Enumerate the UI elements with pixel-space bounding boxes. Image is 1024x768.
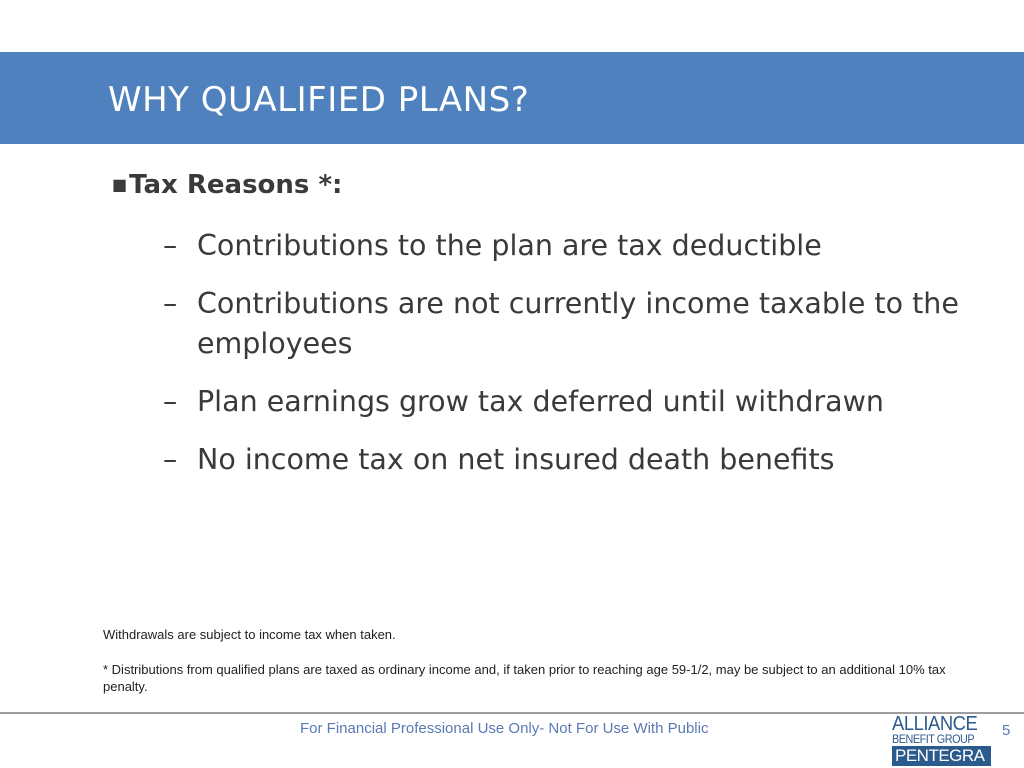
list-item	[163, 382, 963, 422]
bullet-heading	[112, 170, 342, 200]
logo-alliance-text: ALLIANCE	[892, 713, 978, 735]
list-item-text: No income tax on net insured death benefits	[197, 443, 835, 476]
logo-benefit-group-text: BENEFIT GROUP	[892, 732, 975, 746]
list-item	[163, 440, 963, 480]
distribution-footnote: * Distributions from qualified plans are taxed as ordinary income and, if taken prior to reaching age 59-1/2, may be subject to an additional 10% tax penalty.	[103, 662, 946, 694]
list-item	[163, 284, 963, 364]
list-item-text: Contributions to the plan are tax deductible	[197, 229, 822, 262]
dash-bullet: –	[163, 443, 178, 476]
slide-title: WHY QUALIFIED PLANS?	[108, 80, 530, 120]
dash-bullet: –	[163, 287, 178, 320]
logo-pentegra-text: PENTEGRA	[892, 746, 991, 766]
tax-reasons-list	[163, 226, 963, 498]
page-number: 5	[1002, 722, 1011, 739]
list-item-text: Contributions are not currently income taxable to the employees	[197, 287, 959, 360]
list-item	[163, 226, 963, 266]
footer-disclaimer: For Financial Professional Use Only- Not For Use With Public	[300, 720, 709, 737]
dash-bullet: –	[163, 385, 178, 418]
heading-text: Tax Reasons *:	[129, 170, 343, 200]
square-bullet-icon: ■	[112, 175, 128, 194]
dash-bullet: –	[163, 229, 178, 262]
list-item-text: Plan earnings grow tax deferred until withdrawn	[197, 385, 884, 418]
company-logo	[892, 714, 992, 766]
withdrawal-note: Withdrawals are subject to income tax when taken.	[103, 627, 396, 642]
footer-divider	[0, 712, 1024, 714]
